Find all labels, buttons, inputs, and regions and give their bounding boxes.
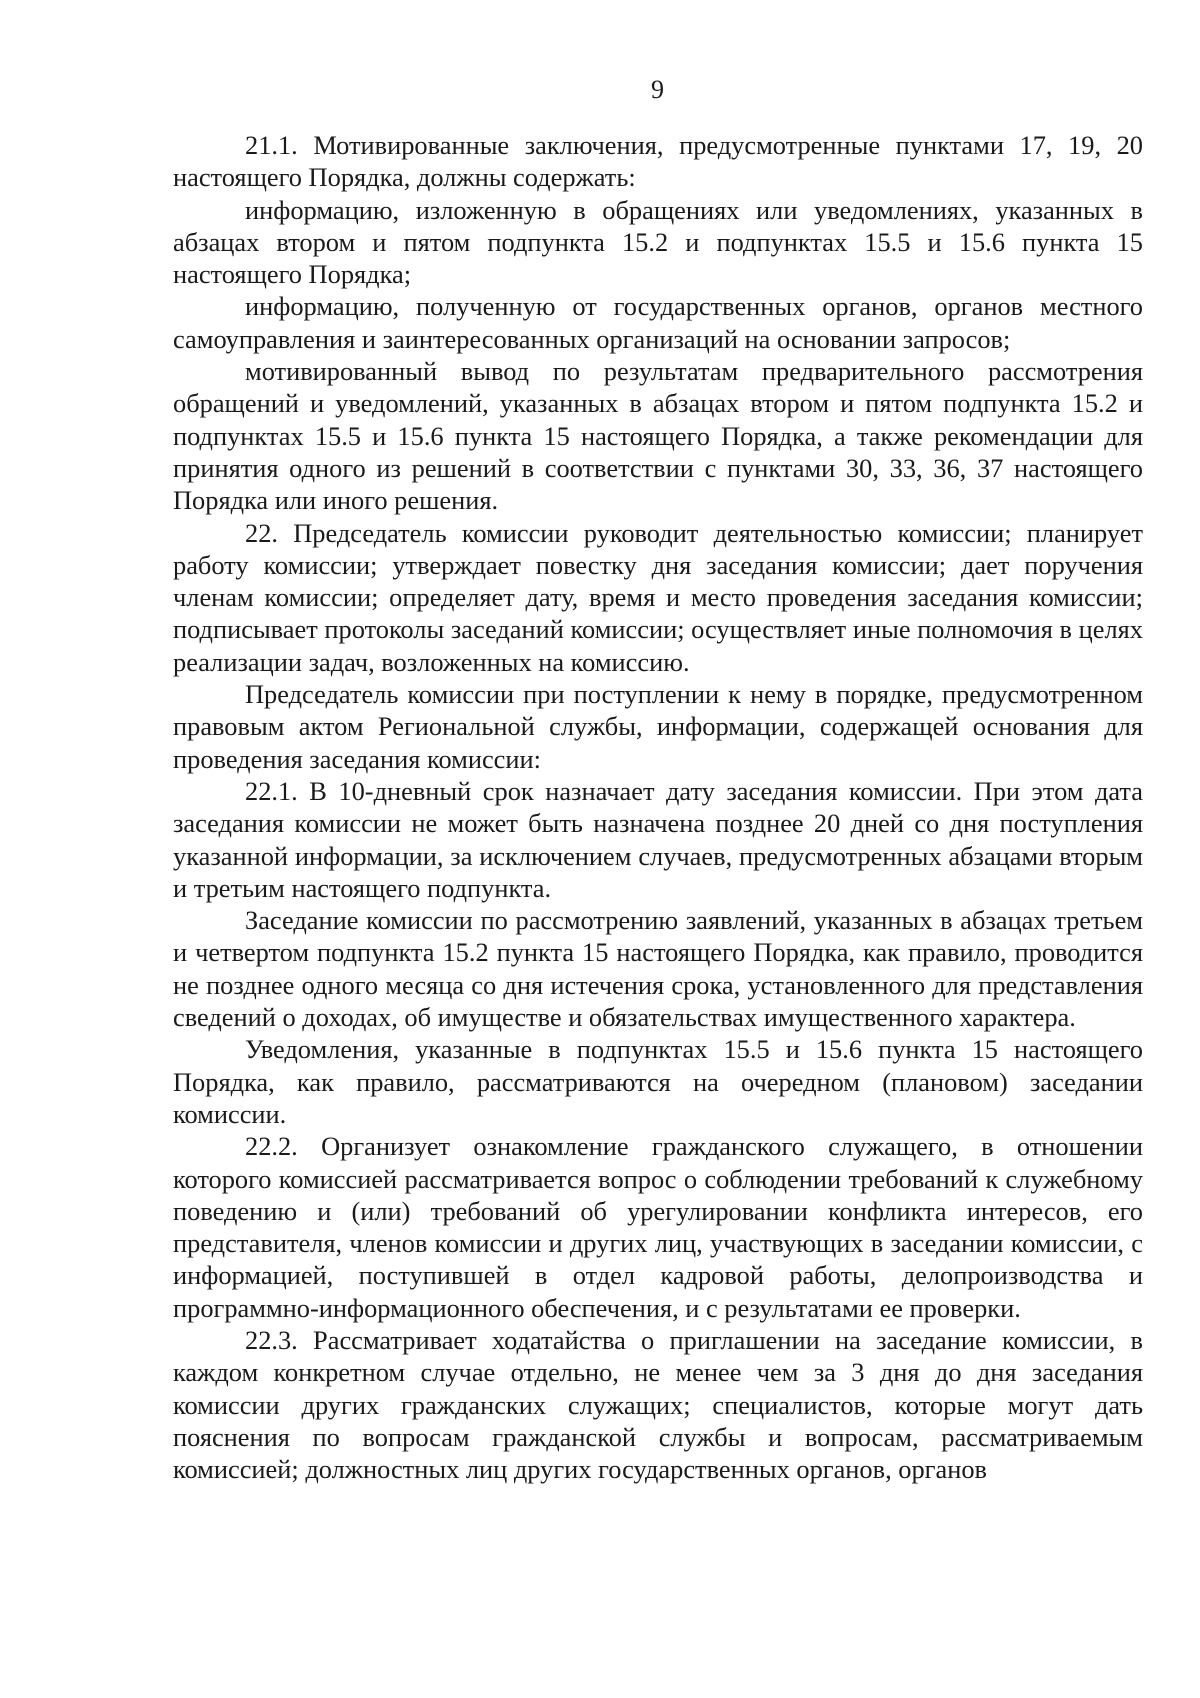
paragraph-22-1: 22.1. В 10-дневный срок назначает дату заседания комиссии. При этом дата заседания комиссии не может быть назначена позднее 20 дней со дня поступления указанной информации, за исключением случаев, предусмотренных абзацами вторым и третьим настоящего подпункта.	[173, 775, 1143, 903]
paragraph-22-3: 22.3. Рассматривает ходатайства о приглашении на заседание комиссии, в каждом конкретном случае отдельно, не менее чем за 3 дня до дня заседания комиссии других гражданских служащих; специалистов, которые могут дать пояснения по вопросам гражданской службы и вопросам, рассматриваемым комиссией; должностных лиц других государственных органов, органов	[173, 1324, 1143, 1485]
paragraph-chairman-on-receipt: Председатель комиссии при поступлении к нему в порядке, предусмотренном правовым актом Региональной службы, информации, содержащей основания для проведения заседания комиссии:	[173, 679, 1143, 774]
paragraph-info-from-appeals: информацию, изложенную в обращениях или уведомлениях, указанных в абзацах втором и пятом подпункта 15.2 и подпунктах 15.5 и 15.6 пункта 15 настоящего Порядка;	[173, 194, 1143, 290]
paragraph-motivated-conclusion: мотивированный вывод по результатам предварительного рассмотрения обращений и уведомлений, указанных в абзацах втором и пятом подпункта 15.2 и подпунктах 15.5 и 15.6 пункта 15 настоящего Порядка, а также рекомендации для принятия одного из решений в соответствии с пунктами 30, 33, 36, 37 настоящего Порядка или иного решения.	[173, 356, 1143, 516]
paragraph-meeting-on-statements: Заседание комиссии по рассмотрению заявлений, указанных в абзацах третьем и четвертом подпункта 15.2 пункта 15 настоящего Порядка, как правило, проводится не позднее одного месяца со дня истечения срока, установленного для представления сведений о доходах, об имуществе и обязательствах имущественного характера.	[173, 905, 1143, 1033]
paragraph-21-1: 21.1. Мотивированные заключения, предусмотренные пунктами 17, 19, 20 настоящего Порядка, должны содержать:	[173, 130, 1143, 193]
paragraph-22: 22. Председатель комиссии руководит деятельностью комиссии; планирует работу комиссии; утверждает повестку дня заседания комиссии; дает поручения членам комиссии; определяет дату, время и место проведения заседания комиссии; подписывает протоколы заседаний комиссии; осуществляет иные полномочия в целях реализации задач, возложенных на комиссию.	[173, 517, 1143, 677]
paragraph-22-2: 22.2. Организует ознакомление гражданского служащего, в отношении которого комиссией рассматривается вопрос о соблюдении требований к служебному поведению и (или) требований об урегулировании конфликта интересов, его представителя, членов комиссии и других лиц, участвующих в заседании комиссии, с информацией, поступившей в отдел кадровой работы, делопроизводства и программно-информационного обеспечения, и с результатами ее проверки.	[173, 1131, 1143, 1323]
paragraph-info-from-agencies: информацию, полученную от государственных органов, органов местного самоуправления и заинтересованных организаций на основании запросов;	[173, 291, 1143, 354]
document-body	[173, 129, 1143, 1485]
page-number: 9	[651, 75, 664, 104]
paragraph-notifications: Уведомления, указанные в подпунктах 15.5 и 15.6 пункта 15 настоящего Порядка, как правило, рассматриваются на очередном (плановом) заседании комиссии.	[173, 1034, 1143, 1129]
